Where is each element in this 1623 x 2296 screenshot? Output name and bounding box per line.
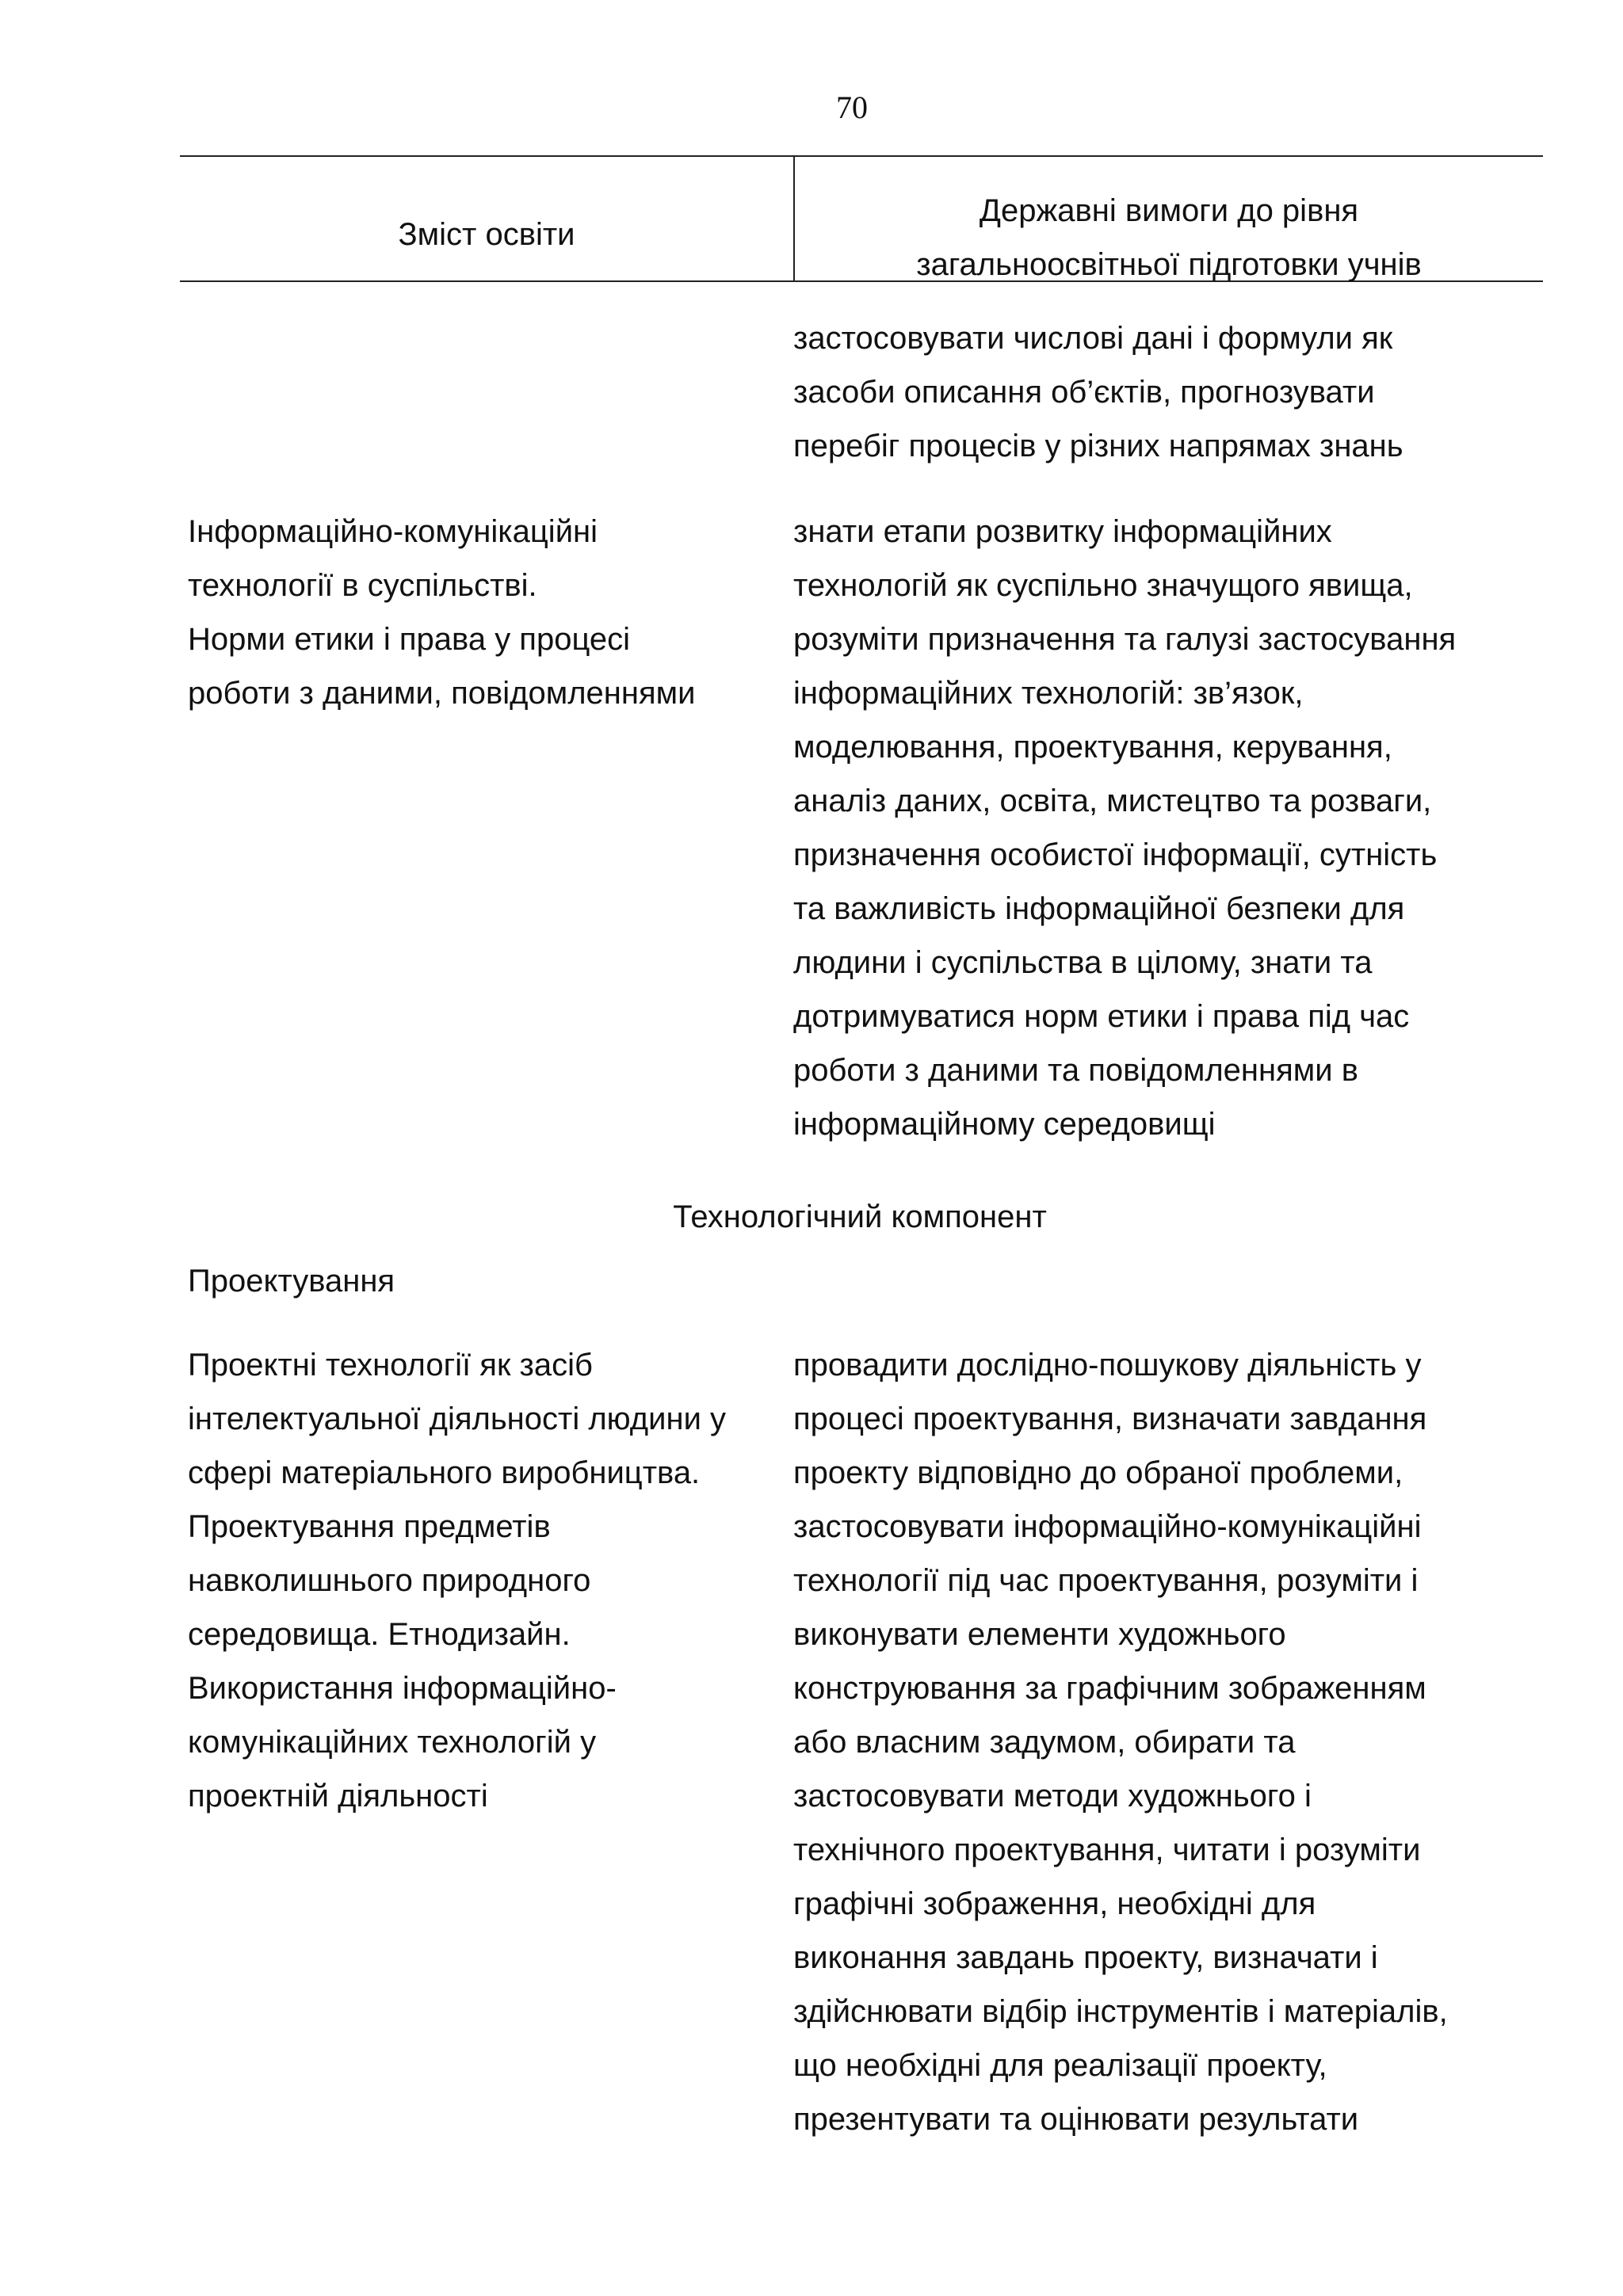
text-line: сфері матеріального виробництва. bbox=[188, 1455, 701, 1490]
content-cell-ict-society bbox=[188, 505, 696, 720]
subsection-heading: Проектування bbox=[188, 1264, 395, 1299]
text-line: Інформаційно-комунікаційні bbox=[188, 514, 598, 549]
column-header-requirements bbox=[795, 184, 1543, 292]
table-top-rule bbox=[180, 155, 1543, 157]
text-line: виконання завдань проекту, визначати і bbox=[793, 1940, 1378, 1975]
text-line: Норми етики і права у процесі bbox=[188, 622, 631, 657]
text-line: здійснювати відбір інструментів і матеріалів, bbox=[793, 1994, 1448, 2029]
text-line: комунікаційних технологій у bbox=[188, 1725, 597, 1760]
text-line: знати етапи розвитку інформаційних bbox=[793, 514, 1332, 549]
page-number: 70 bbox=[836, 90, 868, 125]
text-line: проектній діяльності bbox=[188, 1779, 488, 1814]
text-line: інформаційному середовищі bbox=[793, 1107, 1216, 1142]
text-line: конструювання за графічним зображенням bbox=[793, 1671, 1426, 1706]
text-line: що необхідні для реалізації проекту, bbox=[793, 2048, 1327, 2083]
text-line: призначення особистої інформації, сутність bbox=[793, 837, 1438, 872]
text-line: Використання інформаційно- bbox=[188, 1671, 617, 1706]
text-line: середовища. Етнодизайн. bbox=[188, 1617, 571, 1652]
requirements-cell-continuation bbox=[793, 311, 1403, 473]
text-line: моделювання, проектування, керування, bbox=[793, 730, 1392, 765]
text-line: процесі проектування, визначати завдання bbox=[793, 1402, 1427, 1436]
text-line: технології під час проектування, розуміти і bbox=[793, 1563, 1419, 1598]
text-line: перебіг процесів у різних напрямах знань bbox=[793, 429, 1403, 463]
text-line: людини і суспільства в цілому, знати та bbox=[793, 945, 1373, 980]
text-line: Проектування предметів bbox=[188, 1509, 551, 1544]
column-header-content: Зміст освіти bbox=[398, 217, 575, 252]
text-line: роботи з даними, повідомленнями bbox=[188, 676, 696, 711]
text-line: та важливість інформаційної безпеки для bbox=[793, 891, 1405, 926]
content-cell-project-technologies bbox=[188, 1338, 726, 1823]
text-line: технологій як суспільно значущого явища, bbox=[793, 568, 1413, 603]
text-line: презентувати та оцінювати результати bbox=[793, 2102, 1359, 2137]
text-line: графічні зображення, необхідні для bbox=[793, 1886, 1316, 1921]
text-line: застосовувати інформаційно-комунікаційні bbox=[793, 1509, 1422, 1544]
text-line: виконувати елементи художнього bbox=[793, 1617, 1286, 1652]
text-line: аналіз даних, освіта, мистецтво та розваги, bbox=[793, 784, 1432, 818]
column-header-requirements-line: загальноосвітньої підготовки учнів bbox=[916, 247, 1422, 282]
text-line: застосовувати методи художнього і bbox=[793, 1779, 1312, 1814]
section-heading: Технологічний компонент bbox=[673, 1199, 1047, 1234]
text-line: проекту відповідно до обраної проблеми, bbox=[793, 1455, 1403, 1490]
requirements-cell-project-technologies bbox=[793, 1338, 1448, 2146]
text-line: роботи з даними та повідомленнями в bbox=[793, 1053, 1358, 1088]
text-line: провадити дослідно-пошукову діяльність у bbox=[793, 1348, 1422, 1383]
text-line: Проектні технології як засіб bbox=[188, 1348, 593, 1383]
text-line: розуміти призначення та галузі застосування bbox=[793, 622, 1457, 657]
text-line: застосовувати числові дані і формули як bbox=[793, 321, 1393, 356]
text-line: інтелектуальної діяльності людини у bbox=[188, 1402, 727, 1436]
text-line: інформаційних технологій: зв’язок, bbox=[793, 676, 1304, 711]
text-line: технології в суспільстві. bbox=[188, 568, 537, 603]
text-line: технічного проектування, читати і розуміти bbox=[793, 1833, 1421, 1867]
text-line: або власним задумом, обирати та bbox=[793, 1725, 1296, 1760]
text-line: дотримуватися норм етики і права під час bbox=[793, 999, 1410, 1034]
text-line: засоби описання об’єктів, прогнозувати bbox=[793, 375, 1375, 410]
text-line: навколишнього природного bbox=[188, 1563, 591, 1598]
column-header-requirements-line: Державні вимоги до рівня bbox=[979, 193, 1359, 228]
requirements-cell-ict-society bbox=[793, 505, 1456, 1151]
